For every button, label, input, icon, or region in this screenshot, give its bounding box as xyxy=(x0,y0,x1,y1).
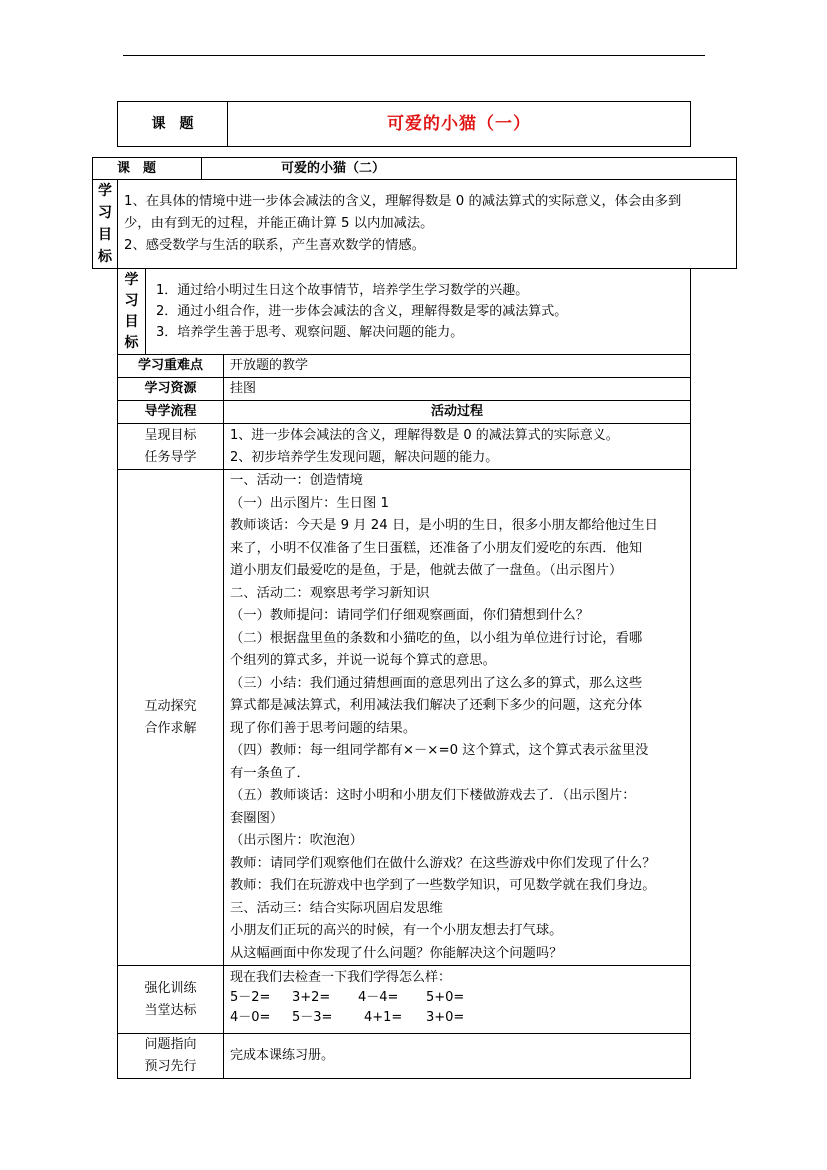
overlay-goals: 1、在具体的情境中进一步体会减法的含义，理解得数是 0 的减法算式的实际意义，体会由多到 少，由有到无的过程，并能正确计算 5 以内加减法。 2、感受数学与生活的联系，产生喜欢数学的情感。 xyxy=(118,180,737,269)
drill-content: 现在我们去检查一下我们学得怎么样： 5－2= 3+2= 4－4= 5+0= 4－0= 5－3= 4+1= 3+0= xyxy=(224,966,691,1034)
key-point: 开放题的教学 xyxy=(224,355,691,378)
lesson-label: 课 题 xyxy=(118,102,228,147)
present-label: 呈现目标 任务导学 xyxy=(118,424,224,470)
lesson-title: 可爱的小猫（一） xyxy=(228,102,691,147)
interact-content: 一、活动一：创造情境 （一）出示图片：生日图 1 教师谈话：今天是 9 月 24 日，是小明的生日，很多小朋友都给他过生日 来了，小明不仅准备了生日蛋糕，还准备了小朋友们爱吃的东西．他知 道小朋友们最爱吃的是鱼，于是，他就去做了一盘鱼。（出示图片） 二、活动二：观察思考学习新知识 （一）教师提问：请同学们仔细观察画面，你们猜想到什么？ （二）根据盘里鱼的条数和小猫吃的鱼，以小组为单位进行讨论，看哪 个组列的算式多，并说一说每个算式的意思。 （三）小结：我们通过猜想画面的意思列出了这么多的算式，那么这些 算式都是减法算式，利用减法我们解决了还剩下多少的问题，这充分体 现了你们善于思考问题的结果。 （四）教师：每一组同学都有×－×=0 这个算式，这个算式表示盆里没 有一条鱼了． （五）教师谈话：这时小明和小朋友们下楼做游戏去了．（出示图片： 套圈图） （出示图片：吹泡泡） 教师：请同学们观察他们在做什么游戏？在这些游戏中你们发现了什么？ 教师：我们在玩游戏中也学到了一些数学知识，可见数学就在我们身边。 三、活动三：结合实际巩固启发思维 小朋友们正玩的高兴的时候，有一个小朋友想去打气球。 从这幅画面中你发现了什么问题？你能解决这个问题吗？ xyxy=(224,470,691,966)
present-content: 1、进一步体会减法的含义，理解得数是 0 的减法算式的实际意义。 2、初步培养学生发现问题，解决问题的能力。 xyxy=(224,424,691,470)
activity-label: 活动过程 xyxy=(224,401,691,424)
goals-list: 1．通过给小明过生日这个故事情节，培养学生学习数学的兴趣。 2．通过小组合作，进一步体会减法的含义，理解得数是零的减法算式。 3．培养学生善于思考、观察问题、解决问题的能力。 xyxy=(146,269,691,355)
resource: 挂图 xyxy=(224,378,691,401)
resource-label: 学习资源 xyxy=(118,378,224,401)
key-point-label: 学习重难点 xyxy=(118,355,224,378)
interact-label: 互动探究 合作求解 xyxy=(118,470,224,966)
header-rule xyxy=(123,55,705,56)
preview-content: 完成本课练习册。 xyxy=(224,1034,691,1079)
flow-label: 导学流程 xyxy=(118,401,224,424)
header-table xyxy=(117,101,691,147)
drill-label: 强化训练 当堂达标 xyxy=(118,966,224,1034)
overlay-goals-label: 学 习 目 标 xyxy=(93,180,118,269)
preview-label: 问题指向 预习先行 xyxy=(118,1034,224,1079)
main-table xyxy=(117,268,691,1079)
overlay-lesson-label: 课 题 xyxy=(93,158,202,180)
overlay-table xyxy=(92,157,737,269)
goals-label: 学 习 目 标 xyxy=(118,269,146,355)
overlay-lesson-title: 可爱的小猫（二） xyxy=(202,158,737,180)
